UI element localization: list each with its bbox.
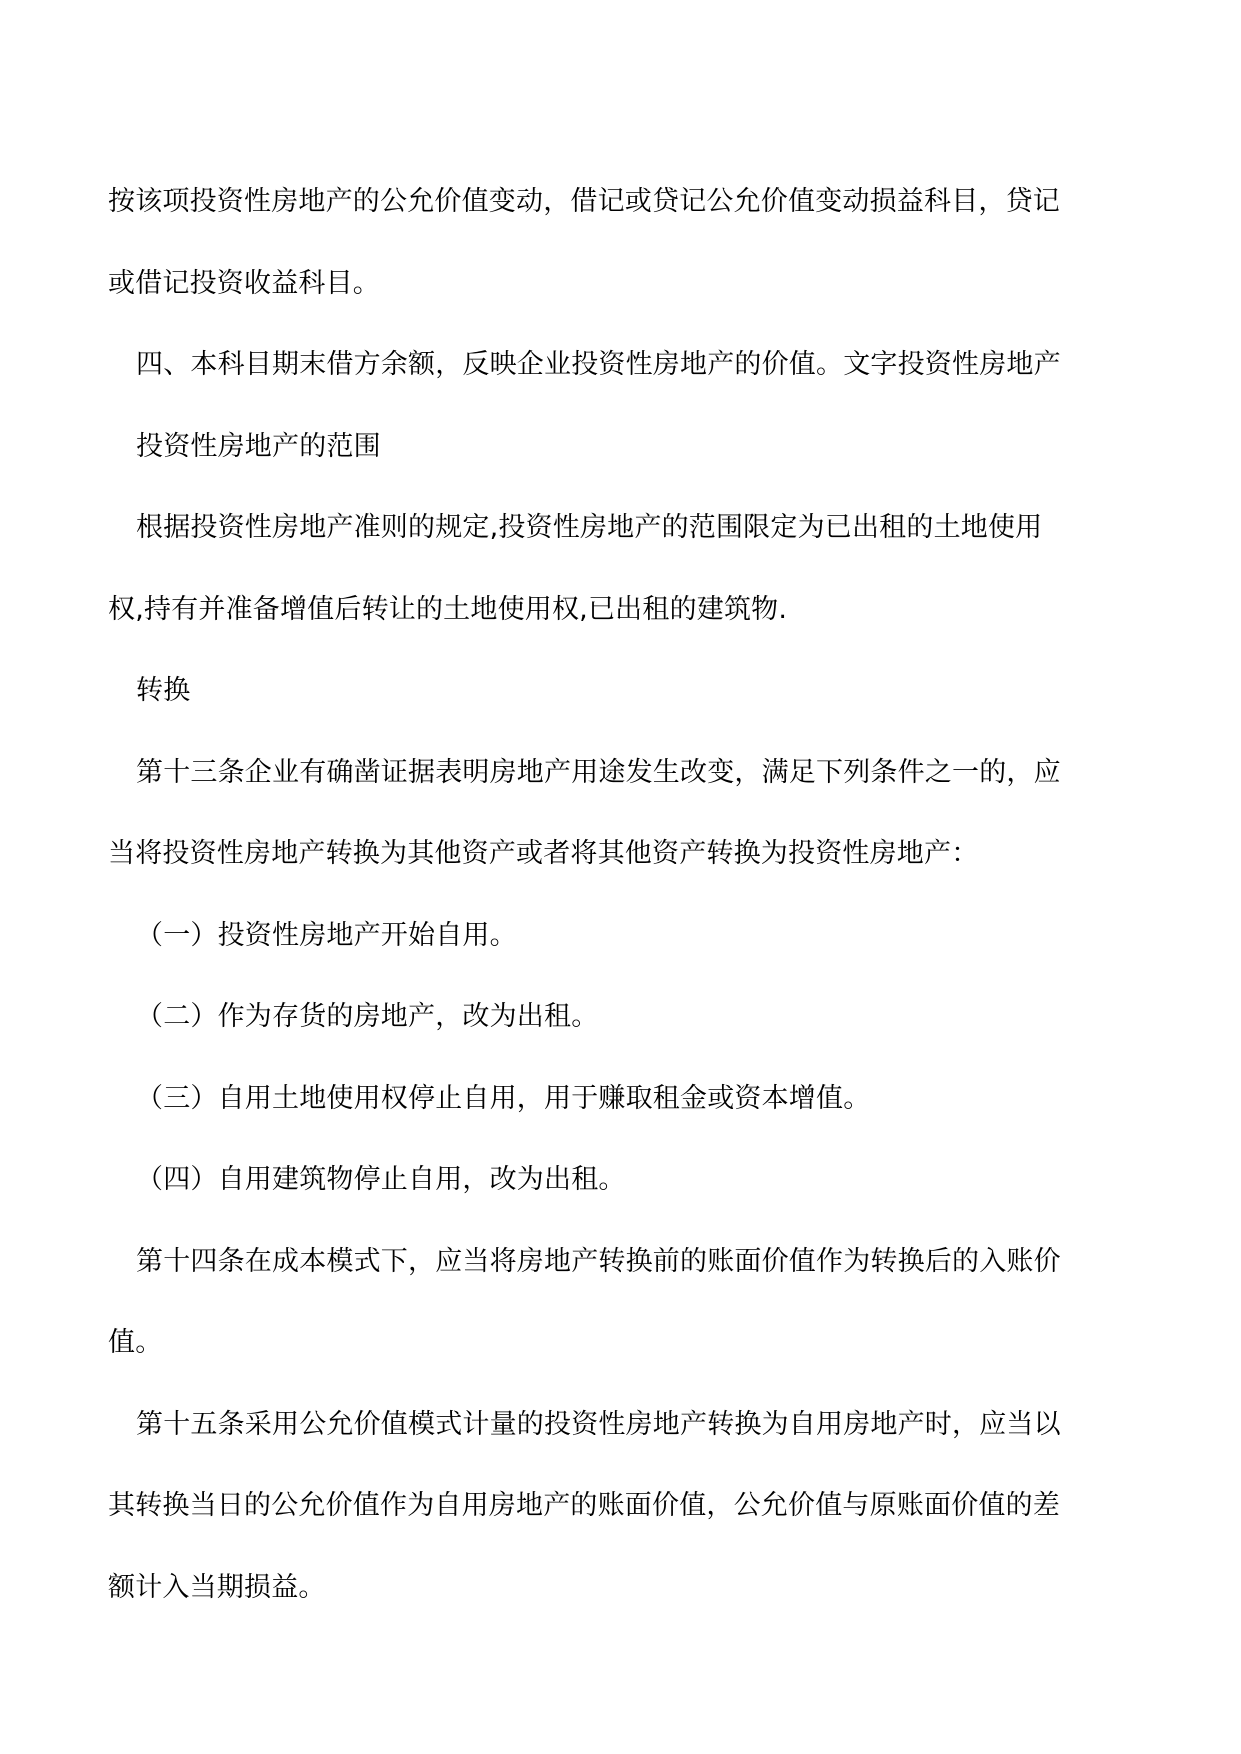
list-item: （三）自用土地使用权停止自用，用于赚取租金或资本增值。 xyxy=(136,1082,871,1114)
text-line: 根据投资性房地产准则的规定,投资性房地产的范围限定为已出租的土地使用 xyxy=(136,512,1043,543)
section-heading: 转换 xyxy=(136,675,191,706)
text-line: 四、本科目期末借方余额，反映企业投资性房地产的价值。文字投资性房地产 xyxy=(136,349,1061,380)
text-line: 权,持有并准备增值后转让的土地使用权,已出租的建筑物. xyxy=(108,593,788,625)
text-line: 按该项投资性房地产的公允价值变动，借记或贷记公允价值变动损益科目，贷记 xyxy=(108,186,1060,217)
section-heading: 投资性房地产的范围 xyxy=(136,430,381,462)
text-line: 或借记投资收益科目。 xyxy=(108,267,380,299)
text-line: 第十三条企业有确凿证据表明房地产用途发生改变，满足下列条件之一的，应 xyxy=(136,756,1061,788)
text-line: 当将投资性房地产转换为其他资产或者将其他资产转换为投资性房地产： xyxy=(108,838,979,869)
text-line: 额计入当期损益。 xyxy=(108,1571,326,1603)
text-line: 第十五条采用公允价值模式计量的投资性房地产转换为自用房地产时，应当以 xyxy=(136,1408,1061,1440)
text-line: 值。 xyxy=(108,1327,163,1358)
document-body xyxy=(108,161,1138,1628)
text-line: 其转换当日的公允价值作为自用房地产的账面价值，公允价值与原账面价值的差 xyxy=(108,1490,1060,1521)
list-item: （一）投资性房地产开始自用。 xyxy=(136,919,517,951)
list-item: （四）自用建筑物停止自用，改为出租。 xyxy=(136,1164,626,1195)
list-item: （二）作为存货的房地产，改为出租。 xyxy=(136,1001,599,1032)
text-line: 第十四条在成本模式下，应当将房地产转换前的账面价值作为转换后的入账价 xyxy=(136,1245,1061,1277)
